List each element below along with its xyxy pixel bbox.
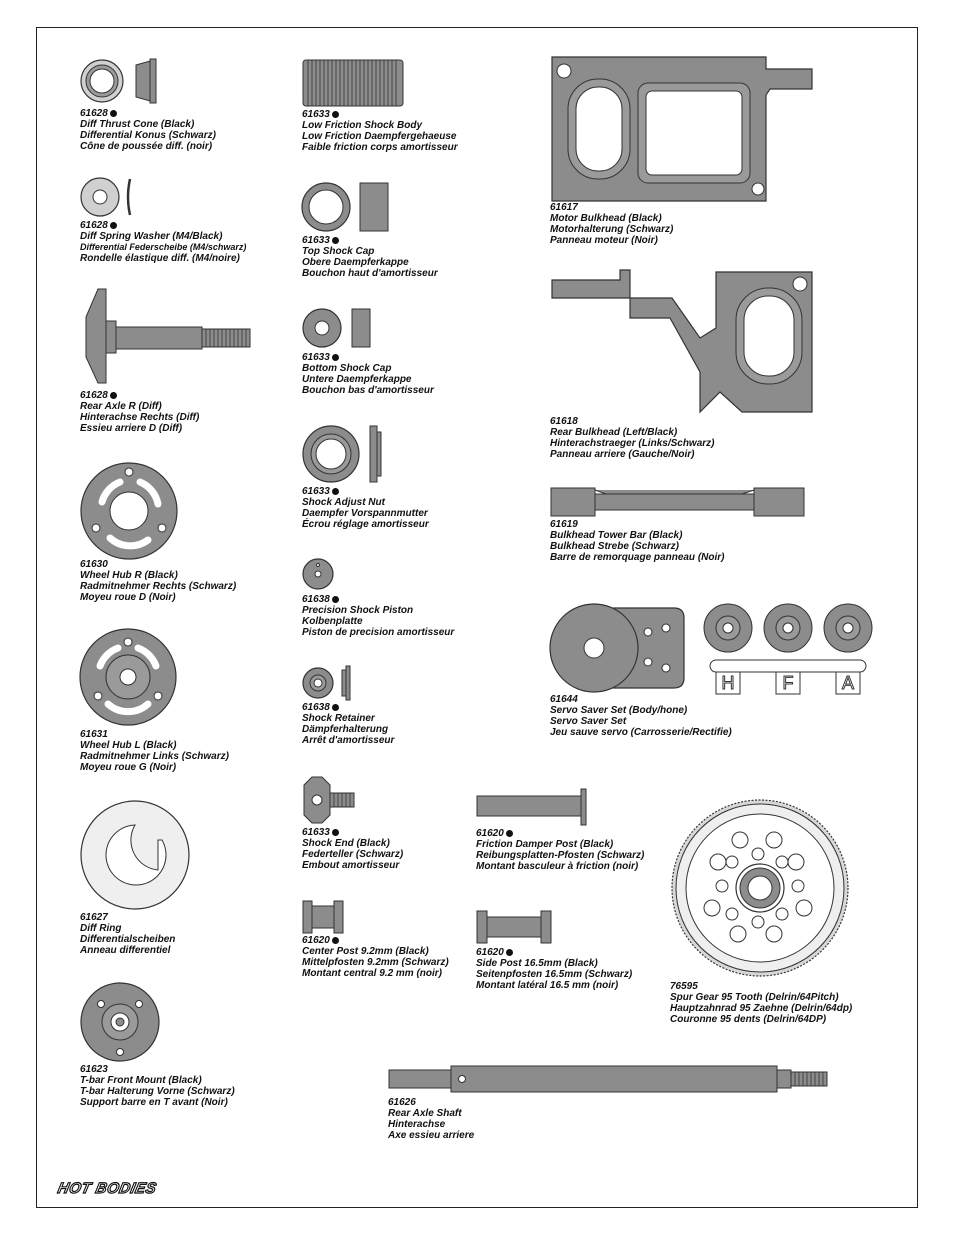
center-post-illustration [302, 900, 346, 934]
part-label-61638-retainer: 61638 Shock Retainer Dämpferhalterung Arrêt d'amortisseur [302, 702, 395, 746]
part-label-61644: 61644 Servo Saver Set (Body/hone) Servo Saver Set Jeu sauve servo (Carrosserie/Rectifie) [550, 694, 732, 738]
side-post-illustration [476, 910, 552, 944]
part-label-61627: 61627 Diff Ring Differentialscheiben Anneau differentiel [80, 912, 176, 956]
hot-bodies-logo [56, 1180, 159, 1198]
part-label-61633-bottom-cap: 61633 Bottom Shock Cap Untere Daempferkappe Bouchon bas d'amortisseur [302, 352, 434, 396]
shock-body-illustration [302, 58, 407, 108]
part-label-61628-rear-axle: 61628 Rear Axle R (Diff) Hinterachse Rechts (Diff) Essieu arriere D (Diff) [80, 390, 200, 434]
part-label-61620-center-post: 61620 Center Post 9.2mm (Black) Mittelpfosten 9.2mm (Schwarz) Montant central 9.2 mm (noir) [302, 935, 449, 979]
bulkhead-tower-bar-illustration [550, 486, 810, 518]
part-label-61633-adjust-nut: 61633 Shock Adjust Nut Daempfer Vorspannmutter Écrou réglage amortisseur [302, 486, 429, 530]
part-label-61619: 61619 Bulkhead Tower Bar (Black) Bulkhead Strebe (Schwarz) Barre de remorquage panneau (Noir) [550, 519, 725, 563]
part-label-61630: 61630 Wheel Hub R (Black) Radmitnehmer Rechts (Schwarz) Moyeu roue D (Noir) [80, 559, 237, 603]
part-label-61620-side-post: 61620 Side Post 16.5mm (Black) Seitenpfosten 16.5mm (Schwarz) Montant latéral 16.5 mm (noir) [476, 947, 633, 991]
shock-piston-illustration [302, 558, 336, 592]
part-label-76595: 76595 Spur Gear 95 Tooth (Delrin/64Pitch) Hauptzahnrad 95 Zaehne (Delrin/64dp) Couronne 95 dents (Delrin/64DP) [670, 981, 853, 1025]
part-label-61628-thrust-cone: 61628 Diff Thrust Cone (Black) Differential Konus (Schwarz) Cône de poussée diff. (noir) [80, 108, 216, 152]
diff-thrust-cone-illustration [80, 57, 162, 107]
part-label-61626: 61626 Rear Axle Shaft Hinterachse Axe essieu arriere [388, 1097, 475, 1141]
shock-adjust-nut-illustration [302, 424, 384, 484]
rear-axle-shaft-illustration [388, 1064, 832, 1094]
servo-letter-f: F [782, 673, 794, 693]
servo-letter-h: H [721, 673, 735, 693]
friction-damper-post-illustration [476, 788, 590, 826]
part-label-61638-piston: 61638 Precision Shock Piston Kolbenplatte Piston de precision amortisseur [302, 594, 455, 638]
part-label-61628-washer: 61628 Diff Spring Washer (M4/Black) Differential Federscheibe (M4/schwarz) Rondelle élastique diff. (M4/noire) [80, 220, 247, 264]
motor-bulkhead-illustration [550, 55, 820, 203]
top-shock-cap-illustration [302, 181, 392, 235]
spur-gear-illustration [670, 798, 850, 978]
rear-axle-r-illustration [80, 287, 255, 387]
wheel-hub-r-illustration [80, 462, 180, 562]
rear-bulkhead-illustration [550, 268, 818, 414]
shock-retainer-illustration [302, 666, 358, 702]
part-label-61617: 61617 Motor Bulkhead (Black) Motorhalterung (Schwarz) Panneau moteur (Noir) [550, 202, 674, 246]
servo-saver-set-illustration [550, 600, 880, 696]
wheel-hub-l-illustration [80, 628, 180, 728]
part-label-61623: 61623 T-bar Front Mount (Black) T-bar Halterung Vorne (Schwarz) Support barre en T avant (Noir) [80, 1064, 235, 1108]
servo-letter-a: A [841, 673, 854, 693]
diff-ring-illustration [80, 800, 192, 912]
part-label-61618: 61618 Rear Bulkhead (Left/Black) Hinterachstraeger (Links/Schwarz) Panneau arriere (Gauche/Noir) [550, 416, 715, 460]
brand-logo-text: HOT BODIES [56, 1180, 159, 1197]
part-label-61633-shock-body: 61633 Low Friction Shock Body Low Friction Daempfergehaeuse Faible friction corps amortisseur [302, 109, 458, 153]
part-label-61633-shock-end: 61633 Shock End (Black) Federteller (Schwarz) Embout amortisseur [302, 827, 404, 871]
part-label-61631: 61631 Wheel Hub L (Black) Radmitnehmer Links (Schwarz) Moyeu roue G (Noir) [80, 729, 229, 773]
shock-end-illustration [302, 775, 358, 825]
part-label-61620-friction-post: 61620 Friction Damper Post (Black) Reibungsplatten-Pfosten (Schwarz) Montant basculeur à friction (noir) [476, 828, 645, 872]
diff-spring-washer-illustration [80, 177, 140, 219]
part-label-61633-top-cap: 61633 Top Shock Cap Obere Daempferkappe Bouchon haut d'amortisseur [302, 235, 438, 279]
bottom-shock-cap-illustration [302, 307, 372, 349]
t-bar-front-mount-illustration [80, 982, 162, 1064]
